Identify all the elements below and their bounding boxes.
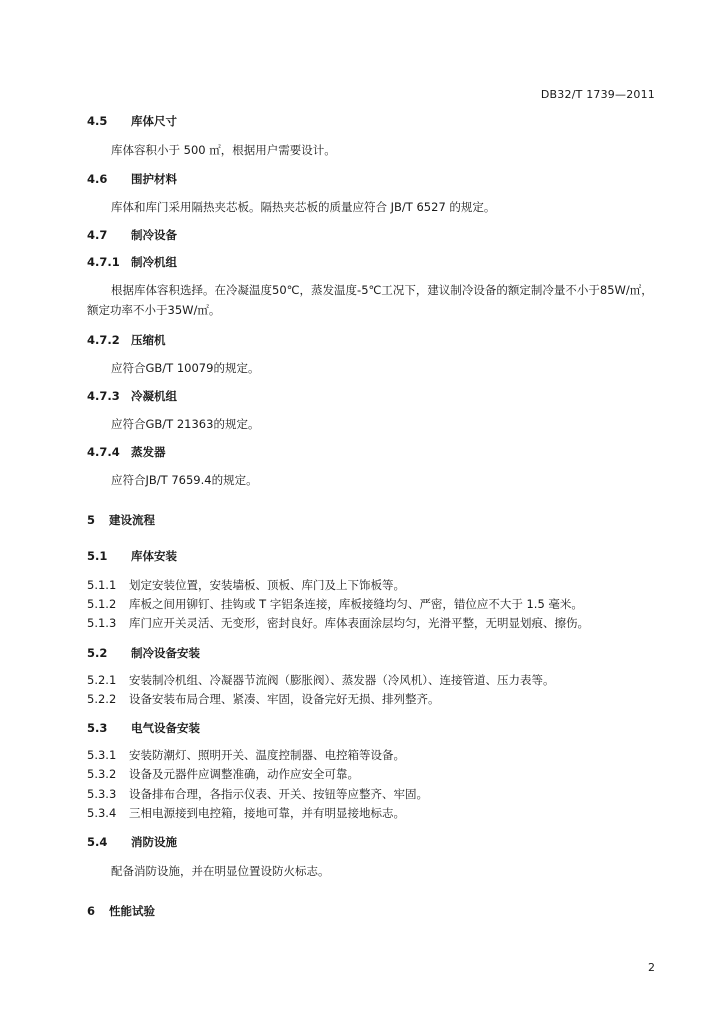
section-title: 制冷设备安装 — [131, 646, 200, 660]
section-5-4-heading — [87, 834, 177, 850]
item-number: 5.1.3 — [87, 616, 117, 630]
section-4-7-4-heading — [87, 444, 166, 460]
standard-number: DB32/T 1739—2011 — [540, 88, 655, 101]
item-text: 安装防潮灯、照明开关、温度控制器、电控箱等设备。 — [129, 748, 405, 762]
section-number: 5 — [87, 513, 96, 527]
section-4-6-heading — [87, 171, 177, 187]
section-title: 消防设施 — [131, 835, 177, 849]
list-item — [87, 691, 440, 707]
section-4-7-4-body: 应符合JB/T 7659.4的规定。 — [111, 473, 258, 487]
section-4-5-heading — [87, 113, 177, 129]
list-item — [87, 747, 405, 763]
section-title: 性能试验 — [109, 904, 155, 918]
section-number: 4.7.1 — [87, 255, 120, 269]
list-item — [87, 786, 428, 802]
item-number: 5.3.4 — [87, 806, 117, 820]
item-number: 5.2.1 — [87, 673, 117, 687]
item-text: 设备安装布局合理、紧凑、牢固，设备完好无损、排列整齐。 — [129, 692, 440, 706]
item-number: 5.3.2 — [87, 767, 117, 781]
section-4-7-heading — [87, 227, 177, 243]
section-number: 5.3 — [87, 721, 108, 735]
section-4-7-3-body: 应符合GB/T 21363的规定。 — [111, 417, 260, 431]
item-number: 5.1.2 — [87, 597, 117, 611]
section-6-heading — [87, 903, 155, 919]
section-title: 库体尺寸 — [131, 114, 177, 128]
section-4-7-2-heading — [87, 332, 166, 348]
section-number: 4.6 — [87, 172, 108, 186]
item-text: 安装制冷机组、冷凝器节流阀（膨胀阀）、蒸发器（冷风机）、连接管道、压力表等。 — [129, 673, 555, 687]
item-text: 设备排布合理，各指示仪表、开关、按钮等应整齐、牢固。 — [129, 787, 428, 801]
list-item — [87, 596, 583, 612]
list-item — [87, 615, 589, 631]
section-5-2-heading — [87, 645, 200, 661]
list-item — [87, 672, 555, 688]
section-number: 5.2 — [87, 646, 108, 660]
section-title: 蒸发器 — [131, 445, 166, 459]
item-text: 划定安装位置，安装墙板、顶板、库门及上下饰板等。 — [129, 578, 405, 592]
section-4-7-3-heading — [87, 388, 177, 404]
section-5-4-body: 配备消防设施，并在明显位置设防火标志。 — [111, 864, 330, 878]
list-item — [87, 577, 405, 593]
list-item — [87, 805, 405, 821]
section-title: 建设流程 — [109, 513, 155, 527]
section-number: 6 — [87, 904, 96, 918]
section-title: 压缩机 — [131, 333, 166, 347]
section-4-7-2-body: 应符合GB/T 10079的规定。 — [111, 361, 260, 375]
section-5-heading — [87, 512, 155, 528]
item-number: 5.3.3 — [87, 787, 117, 801]
section-number: 4.7.4 — [87, 445, 120, 459]
section-5-3-heading — [87, 720, 200, 736]
item-number: 5.3.1 — [87, 748, 117, 762]
section-number: 4.7.3 — [87, 389, 120, 403]
section-number: 5.1 — [87, 549, 108, 563]
section-title: 制冷机组 — [131, 255, 177, 269]
item-text: 库门应开关灵活、无变形，密封良好。库体表面涂层均匀，光滑平整，无明显划痕、擦伤。 — [129, 616, 589, 630]
section-4-5-body: 库体容积小于 500 ㎡，根据用户需要设计。 — [111, 143, 336, 157]
section-title: 库体安装 — [131, 549, 177, 563]
section-number: 4.7.2 — [87, 333, 120, 347]
section-5-1-heading — [87, 548, 177, 564]
item-text: 三相电源接到电控箱，接地可靠，并有明显接地标志。 — [129, 806, 405, 820]
section-title: 制冷设备 — [131, 228, 177, 242]
page-number: 2 — [648, 961, 655, 974]
list-item — [87, 766, 359, 782]
section-4-7-1-body: 根据库体容积选择。在冷凝温度50℃，蒸发温度-5℃工况下，建议制冷设备的额定制冷量不小于85W/㎡，额定功率不小于35W/㎡。 — [87, 283, 653, 317]
section-title: 围护材料 — [131, 172, 177, 186]
section-number: 4.7 — [87, 228, 108, 242]
item-number: 5.1.1 — [87, 578, 117, 592]
section-4-7-1-heading — [87, 254, 177, 270]
item-text: 库板之间用铆钉、挂钩或 T 字铝条连接，库板接缝均匀、严密，错位应不大于 1.5 毫米。 — [129, 597, 583, 611]
section-title: 冷凝机组 — [131, 389, 177, 403]
item-number: 5.2.2 — [87, 692, 117, 706]
section-title: 电气设备安装 — [131, 721, 200, 735]
section-number: 4.5 — [87, 114, 108, 128]
section-4-6-body: 库体和库门采用隔热夹芯板。隔热夹芯板的质量应符合 JB/T 6527 的规定。 — [111, 200, 496, 214]
item-text: 设备及元器件应调整准确，动作应安全可靠。 — [129, 767, 359, 781]
section-number: 5.4 — [87, 835, 108, 849]
